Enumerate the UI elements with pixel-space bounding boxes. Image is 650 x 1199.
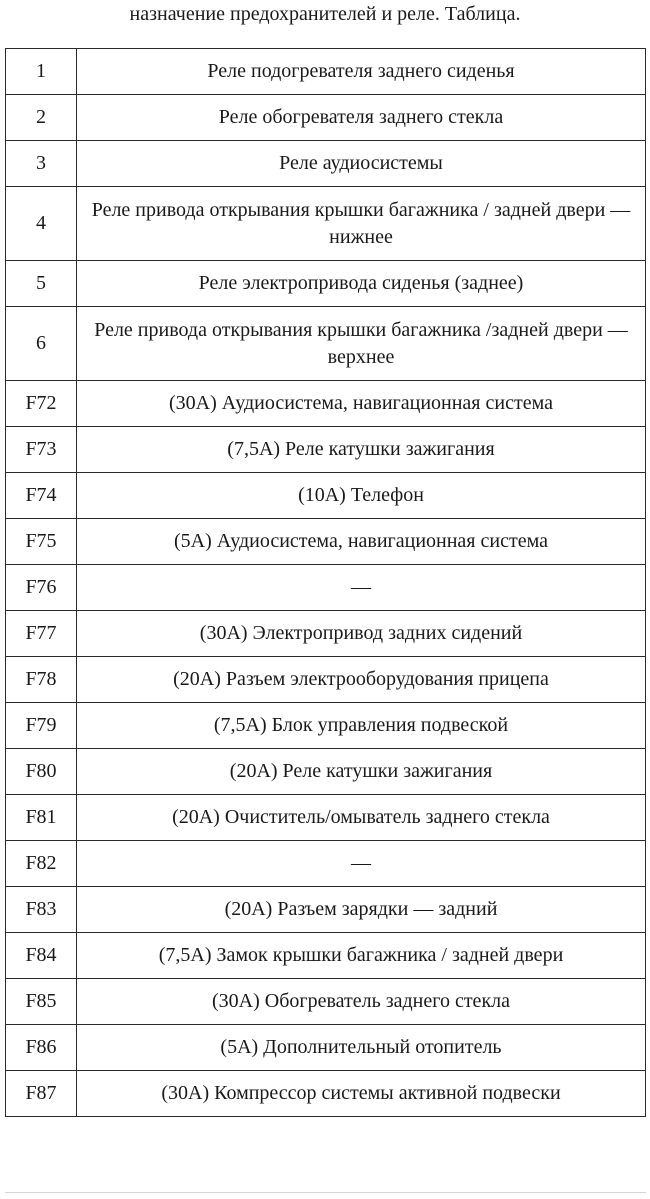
table-row [6, 749, 646, 795]
row-description-cell: — [77, 565, 646, 611]
table-row [6, 381, 646, 427]
row-description-cell: (30A) Обогреватель заднего стекла [77, 979, 646, 1025]
row-id-cell: F81 [6, 795, 77, 841]
row-description-cell: (7,5A) Замок крышки багажника / задней двери [77, 933, 646, 979]
row-description-cell: Реле подогревателя заднего сиденья [77, 49, 646, 95]
table-row [6, 307, 646, 381]
row-id-cell: 4 [6, 187, 77, 261]
row-description-cell: (30A) Электропривод задних сидений [77, 611, 646, 657]
row-description-cell: (30A) Компрессор системы активной подвески [77, 1071, 646, 1117]
row-description-cell: (30A) Аудиосистема, навигационная система [77, 381, 646, 427]
row-id-cell: F79 [6, 703, 77, 749]
row-id-cell: F75 [6, 519, 77, 565]
table-row [6, 703, 646, 749]
row-id-cell: F74 [6, 473, 77, 519]
table-caption: назначение предохранителей и реле. Таблица. [129, 3, 521, 25]
page-divider [5, 1192, 646, 1193]
table-row [6, 887, 646, 933]
table-row [6, 141, 646, 187]
table-row [6, 261, 646, 307]
row-id-cell: 2 [6, 95, 77, 141]
row-id-cell: 5 [6, 261, 77, 307]
table-body [6, 49, 646, 1117]
row-description-cell: (20A) Разъем зарядки — задний [77, 887, 646, 933]
row-id-cell: F77 [6, 611, 77, 657]
fuse-relay-table [5, 48, 646, 1117]
row-description-cell: (10A) Телефон [77, 473, 646, 519]
row-id-cell: F78 [6, 657, 77, 703]
row-description-cell: (5A) Аудиосистема, навигационная система [77, 519, 646, 565]
row-id-cell: F85 [6, 979, 77, 1025]
row-description-cell: Реле электропривода сиденья (заднее) [77, 261, 646, 307]
row-id-cell: F82 [6, 841, 77, 887]
table-row [6, 427, 646, 473]
row-description-cell: (20A) Разъем электрооборудования прицепа [77, 657, 646, 703]
table-row [6, 519, 646, 565]
row-description-cell: (7,5A) Реле катушки зажигания [77, 427, 646, 473]
table-row [6, 187, 646, 261]
table-row [6, 473, 646, 519]
table-row [6, 49, 646, 95]
row-description-cell: (20A) Очиститель/омыватель заднего стекла [77, 795, 646, 841]
row-id-cell: F72 [6, 381, 77, 427]
table-row [6, 611, 646, 657]
row-id-cell: 3 [6, 141, 77, 187]
row-description-cell: Реле привода открывания крышки багажника /задней двери — верхнее [77, 307, 646, 381]
table-row [6, 795, 646, 841]
table-row [6, 933, 646, 979]
row-description-cell: (20A) Реле катушки зажигания [77, 749, 646, 795]
row-description-cell: (5A) Дополнительный отопитель [77, 1025, 646, 1071]
row-description-cell: Реле аудиосистемы [77, 141, 646, 187]
table-row [6, 565, 646, 611]
table-row [6, 657, 646, 703]
row-description-cell: (7,5A) Блок управления подвеской [77, 703, 646, 749]
row-description-cell: Реле привода открывания крышки багажника / задней двери — нижнее [77, 187, 646, 261]
row-id-cell: F80 [6, 749, 77, 795]
table-row [6, 1025, 646, 1071]
table-row [6, 1071, 646, 1117]
table-row [6, 95, 646, 141]
row-id-cell: 6 [6, 307, 77, 381]
table-row [6, 841, 646, 887]
row-id-cell: 1 [6, 49, 77, 95]
row-id-cell: F83 [6, 887, 77, 933]
row-description-cell: — [77, 841, 646, 887]
table-row [6, 979, 646, 1025]
row-id-cell: F86 [6, 1025, 77, 1071]
row-description-cell: Реле обогревателя заднего стекла [77, 95, 646, 141]
row-id-cell: F73 [6, 427, 77, 473]
row-id-cell: F84 [6, 933, 77, 979]
row-id-cell: F87 [6, 1071, 77, 1117]
row-id-cell: F76 [6, 565, 77, 611]
